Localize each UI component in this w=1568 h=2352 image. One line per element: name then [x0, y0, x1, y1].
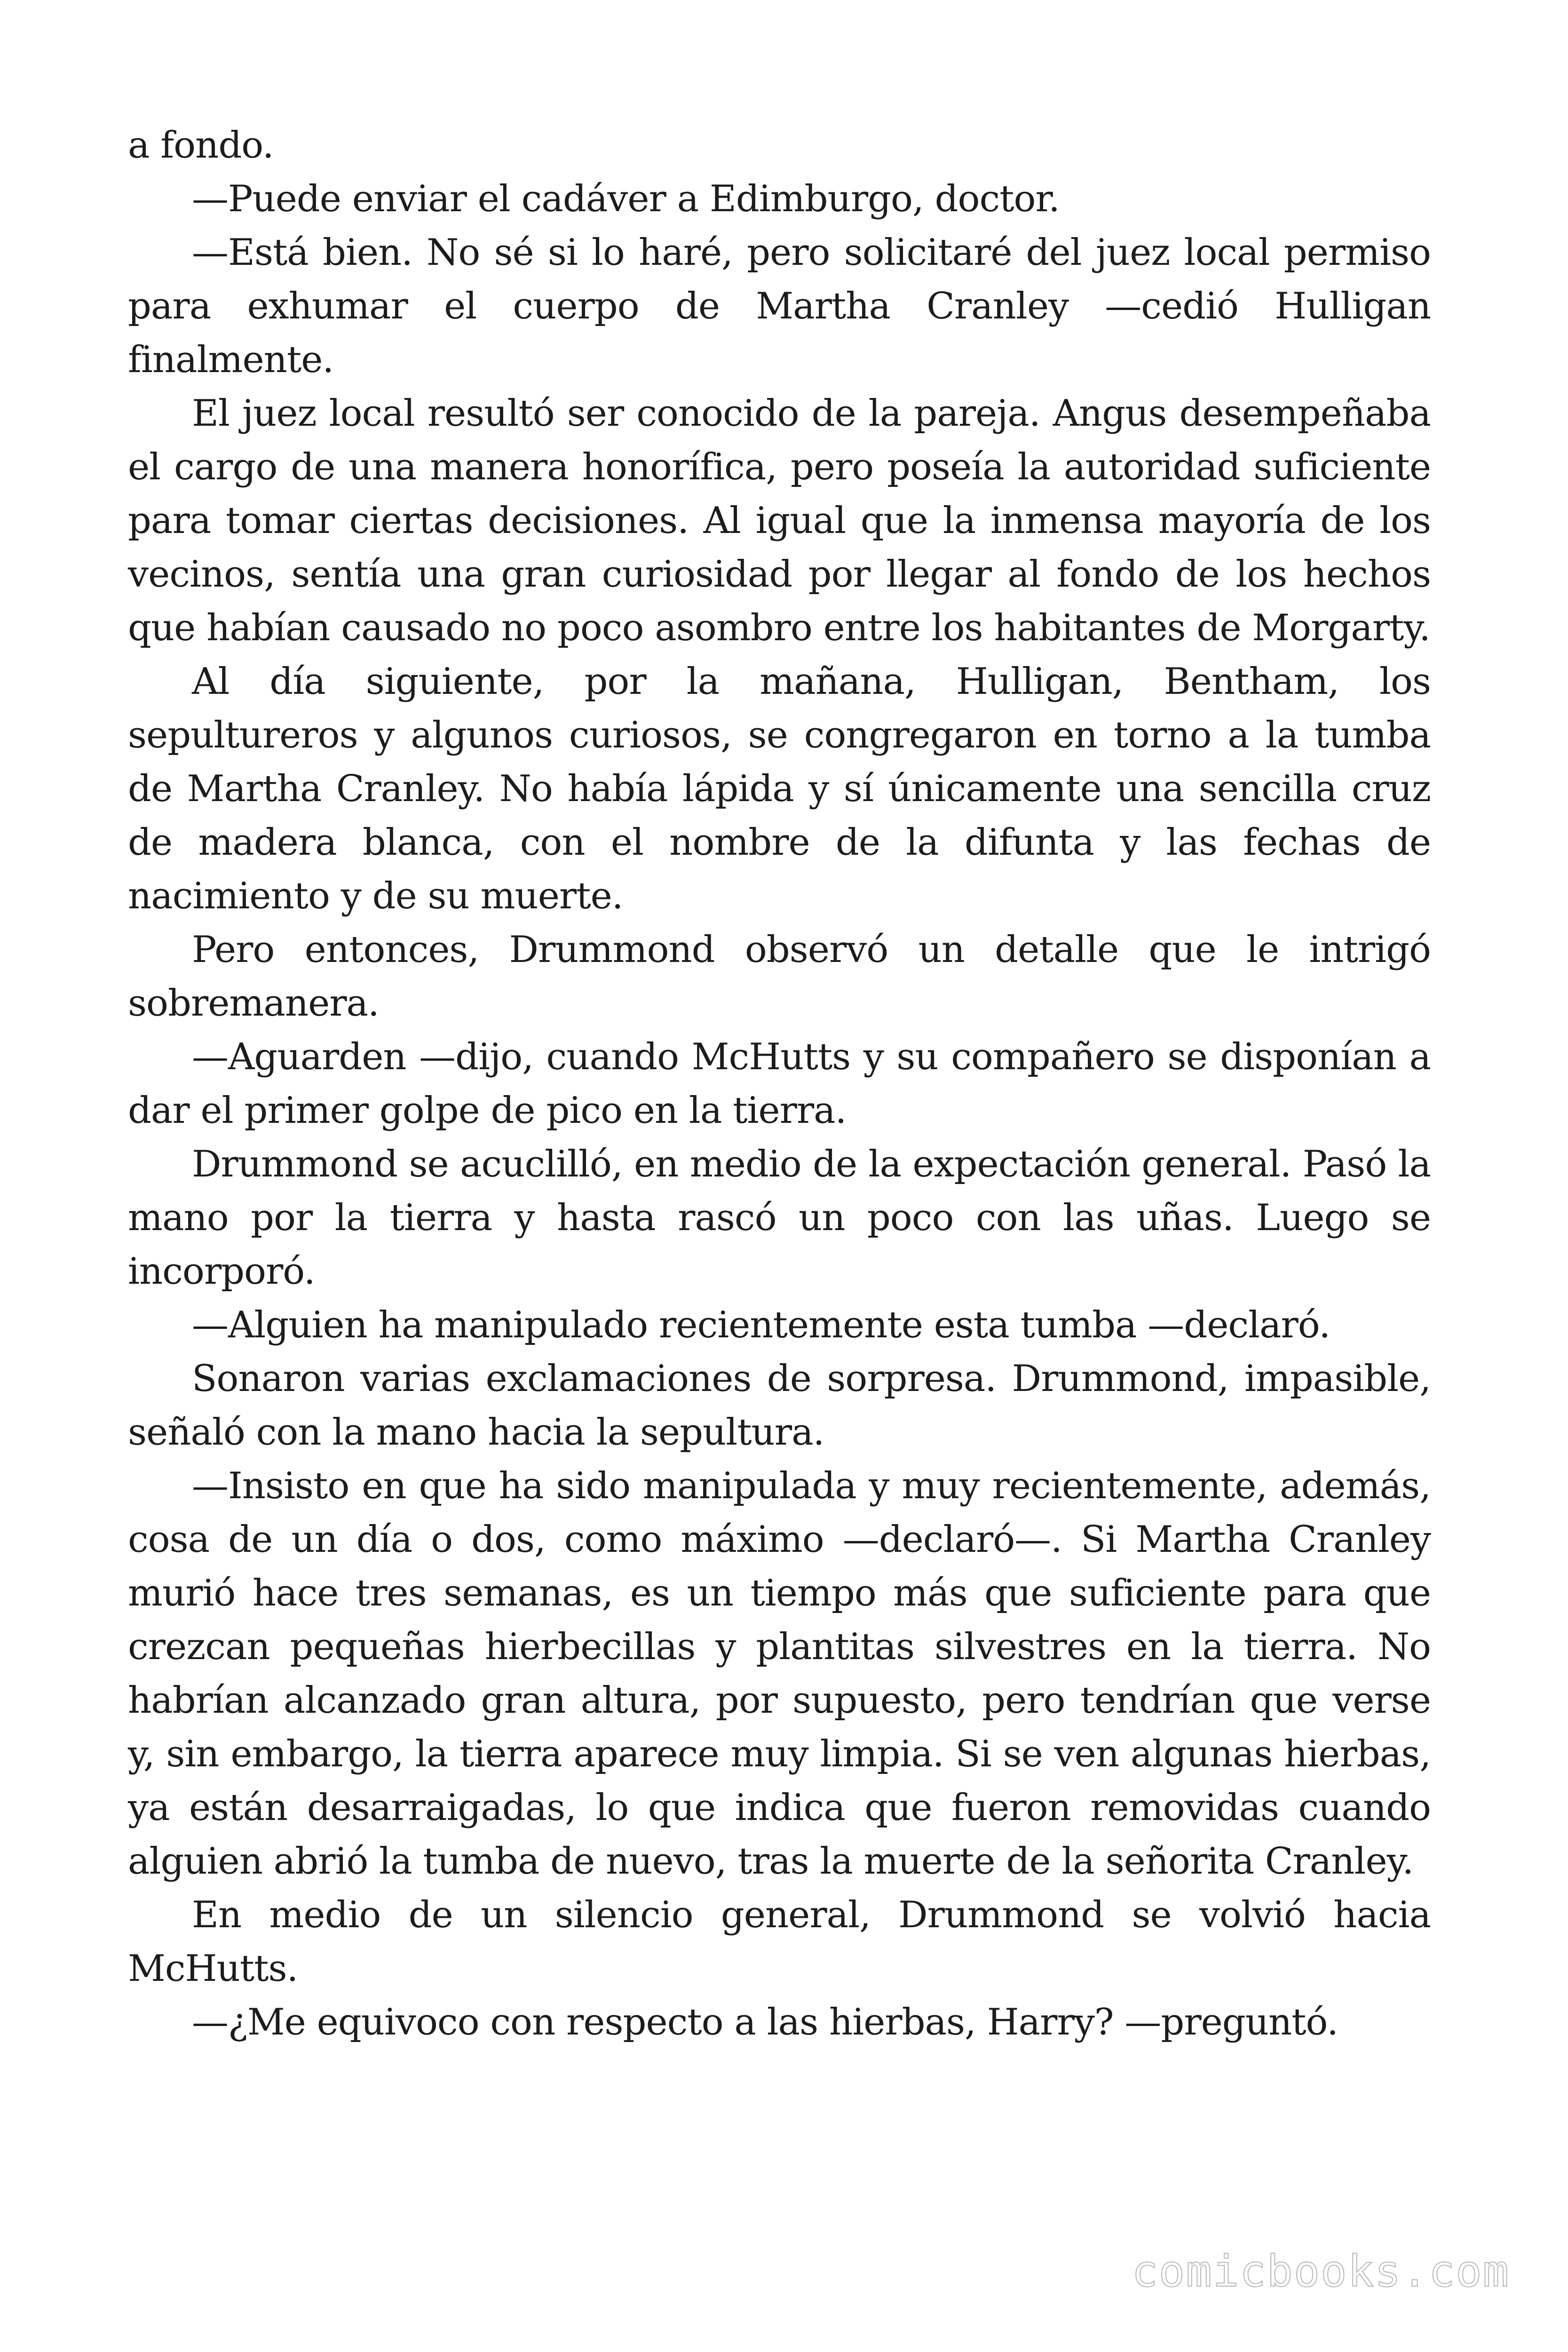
- paragraph: —Está bien. No sé si lo haré, pero solicitaré del juez local permiso para exhumar el cuerpo de Martha Cranley —cedió Hulligan finalmente.: [128, 231, 1431, 381]
- paragraph: —Alguien ha manipulado recientemente esta tumba —declaró.: [192, 1304, 1330, 1346]
- paragraph: En medio de un silencio general, Drummond se volvió hacia McHutts.: [128, 1894, 1431, 1990]
- paragraph: a fondo.: [128, 124, 274, 167]
- page-text: [128, 119, 1431, 2049]
- paragraph: Al día siguiente, por la mañana, Hulligan, Bentham, los sepultureros y algunos curiosos, se congregaron en torno a la tumba de Martha Cranley. No había lápida y sí únicamente una sencilla cruz de madera blanca, con el nombre de la difunta y las fechas de nacimiento y de su muerte.: [128, 660, 1431, 917]
- paragraph: El juez local resultó ser conocido de la pareja. Angus desempeñaba el cargo de una manera honorífica, pero poseía la autoridad suficiente para tomar ciertas decisiones. Al igual que la inmensa mayoría de los vecinos, sentía una gran curiosidad por llegar al fondo de los hechos que habían causado no poco asombro entre los habitantes de Morgarty.: [128, 392, 1431, 649]
- watermark-text: comicbooks.com: [1132, 2246, 1510, 2296]
- paragraph: —Insisto en que ha sido manipulada y muy recientemente, además, cosa de un día o dos, como máximo —declaró—. Si Martha Cranley murió hace tres semanas, es un tiempo más que suficiente para que crezcan pequeñas hierbecillas y plantitas silvestres en la tierra. No habrían alcanzado gran altura, por supuesto, pero tendrían que verse y, sin embargo, la tierra aparece muy limpia. Si se ven algunas hierbas, ya están desarraigadas, lo que indica que fueron removidas cuando alguien abrió la tumba de nuevo, tras la muerte de la señorita Cranley.: [128, 1465, 1431, 1883]
- book-page: [128, 119, 1431, 2264]
- paragraph: —Aguarden —dijo, cuando McHutts y su compañero se disponían a dar el primer golpe de pico en la tierra.: [128, 1036, 1431, 1132]
- paragraph: Pero entonces, Drummond observó un detalle que le intrigó sobremanera.: [128, 929, 1431, 1025]
- paragraph: Drummond se acuclilló, en medio de la expectación general. Pasó la mano por la tierra y hasta rascó un poco con las uñas. Luego se incorporó.: [128, 1143, 1431, 1293]
- paragraph: —¿Me equivoco con respecto a las hierbas, Harry? —preguntó.: [192, 2001, 1338, 2043]
- paragraph: —Puede enviar el cadáver a Edimburgo, doctor.: [192, 178, 1060, 220]
- paragraph: Sonaron varias exclamaciones de sorpresa. Drummond, impasible, señaló con la mano hacia la sepultura.: [128, 1358, 1431, 1454]
